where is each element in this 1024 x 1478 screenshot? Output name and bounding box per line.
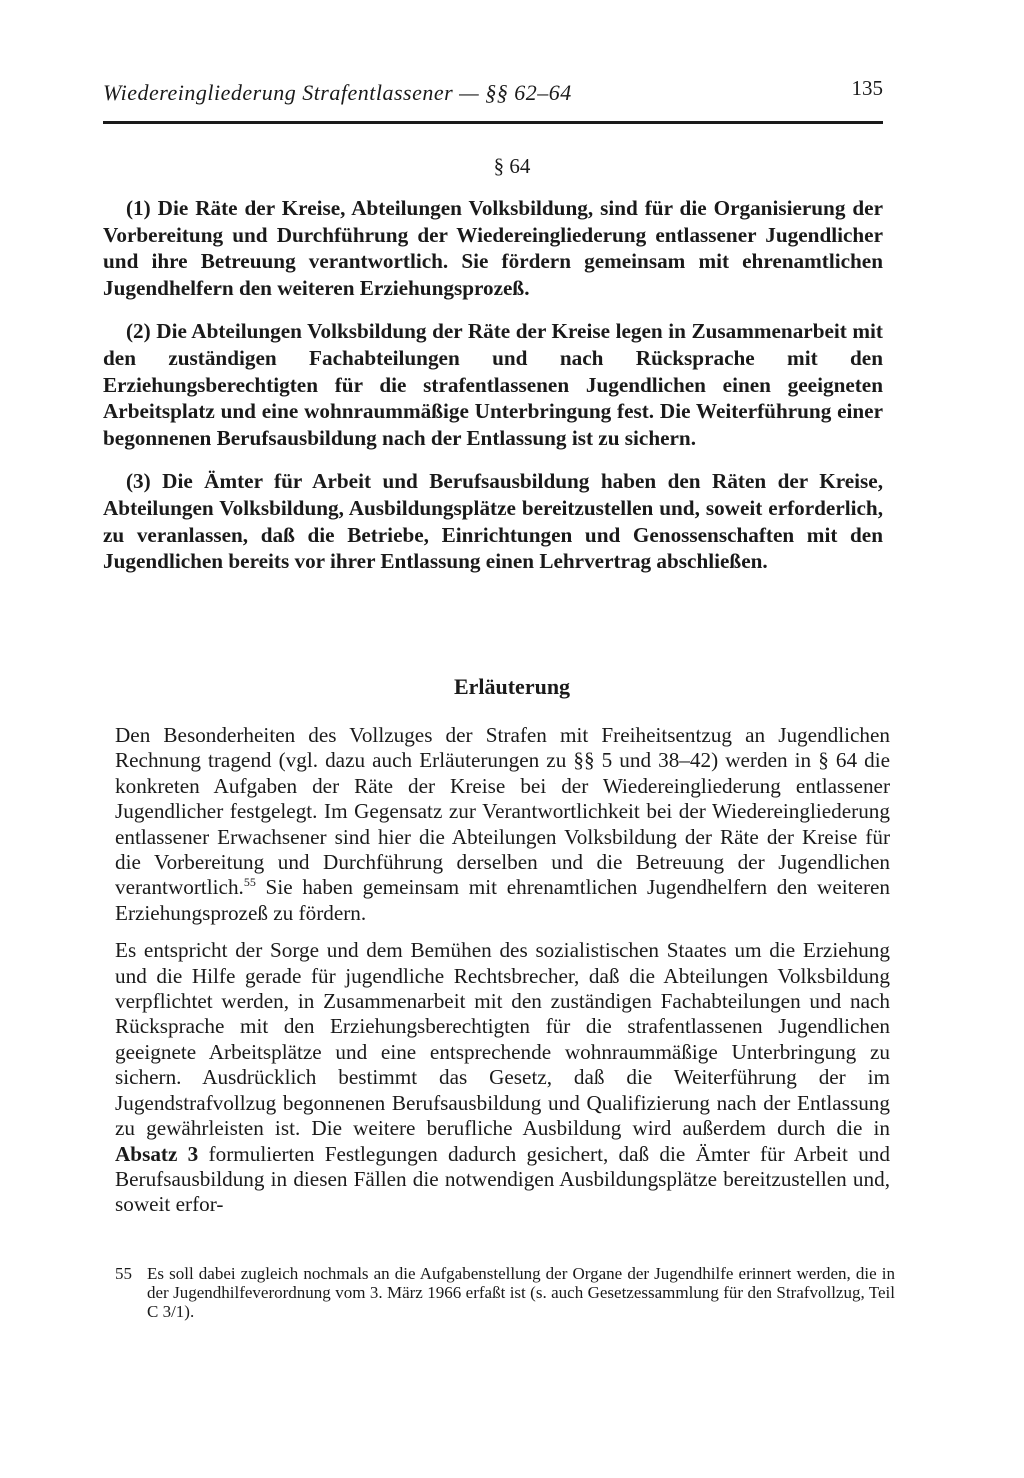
commentary-paragraph-1 [115,723,890,926]
commentary-paragraph-2 [115,938,890,1217]
page-number: 135 [851,76,883,100]
commentary-emphasis: Absatz 3 [115,1141,199,1166]
footnote-text: Es soll dabei zugleich nochmals an die Aufgabenstellung der Organe der Jugendhilfe erinnert werden, die in der Jugendhilfeverordnung vom 3. März 1966 erfaßt ist (s. auch Gesetzessammlung für den Strafvollzug, Teil C 3/1). [147,1264,895,1321]
commentary-paragraph-2-part-1: Es entspricht der Sorge und dem Bemühen des sozialistischen Staates um die Erziehung und die Hilfe gerade für jugendliche Rechtsbrecher, daß die Abteilungen Volksbildung verpflichtet werden, in Zusammenarbeit mit den zuständigen Fachabteilungen und nach Rücksprache mit den Erziehungsberechtigten für die strafentlassenen Jugendlichen geeignete Arbeitsplätze und eine entsprechende wohnraummäßige Unterbringung zu sichern. Ausdrücklich bestimmt das Gesetz, daß die Weiterführung der im Jugendstrafvollzug begonnenen Berufsausbildung und Qualifizierung nach der Entlassung zu gewährleisten ist. Die weitere berufliche Ausbildung wird außerdem durch die in [115,938,890,1141]
header-rule [103,121,883,124]
running-title: Wiedereingliederung Strafentlassener — §§ 62–64 [103,80,572,105]
statute-text [103,195,883,592]
commentary-paragraph-1-tail: Sie haben gemeinsam mit ehrenamtlichen Jugendhelfern den weiteren Erziehungsprozeß zu fördern. [115,875,890,925]
footnote-reference: 55 [243,875,256,890]
commentary-paragraph-2-part-2: formulierten Festlegungen dadurch gesichert, daß die Ämter für Arbeit und Berufsausbildung in diesen Fällen die notwendigen Ausbildungsplätze bereitzustellen und, soweit erfor- [115,1141,890,1217]
commentary-text [115,723,890,1230]
commentary-heading: Erläuterung [453,674,571,699]
statute-paragraph-2: (2) Die Abteilungen Volksbildung der Räte der Kreise legen in Zusammenarbeit mit den zuständigen Fachabteilungen und nach Rücksprache mit den Erziehungsberechtigten für die strafentlassenen Jugendlichen einen geeigneten Arbeitsplatz und eine wohnraummäßige Unterbringung fest. Die Weiterführung einer begonnenen Berufsausbildung nach der Entlassung ist zu sichern. [103,319,883,450]
statute-paragraph-3: (3) Die Ämter für Arbeit und Berufsausbildung haben den Räten der Kreise, Abteilungen Volksbildung, Ausbildungsplätze bereitzustellen und, soweit erforderlich, zu veranlassen, daß die Betriebe, Einrichtungen und Genossenschaften mit den Jugendlichen bereits vor ihrer Entlassung einen Lehrvertrag abschließen. [103,469,883,574]
section-number: § 64 [493,154,531,178]
page-header [103,76,883,116]
statute-paragraph-1: (1) Die Räte der Kreise, Abteilungen Volksbildung, sind für die Organisierung der Vorbereitung und Durchführung der Wiedereingliederung entlassener Jugendlicher und ihre Betreuung verantwortlich. Sie fördern gemeinsam mit ehrenamtlichen Jugendhelfern den weiteren Erziehungsprozeß. [103,196,883,300]
commentary-paragraph-1-text: Den Besonderheiten des Vollzuges der Strafen mit Freiheitsentzug an Jugendlichen Rechnung tragend (vgl. dazu auch Erläuterungen zu §§ 5 und 38–42) werden in § 64 die konkreten Aufgaben der Räte der Kreise bei der Wiedereingliederung entlassener Jugendlicher festgelegt. Im Gegensatz zur Verantwortlichkeit bei der Wiedereingliederung entlassener Erwachsener sind hier die Abteilungen Volksbildung der Räte der Kreise für die Vorbereitung und Durchführung derselben und die Betreuung der Jugendlichen verantwortlich. [115,723,890,900]
footnote [115,1264,895,1321]
footnote-mark: 55 [115,1264,132,1283]
